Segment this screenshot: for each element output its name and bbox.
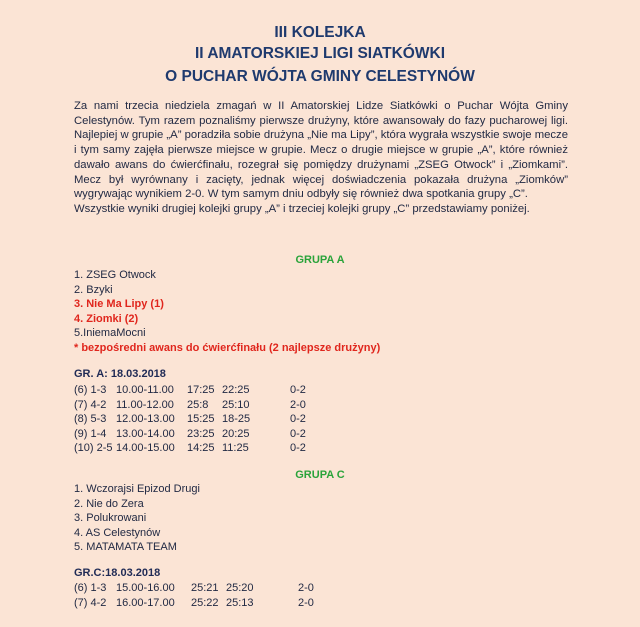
- group-a-team-3: 3. Nie Ma Lipy (1): [74, 298, 164, 310]
- match-result: 2-0: [298, 597, 314, 609]
- match-result: 2-0: [298, 582, 314, 594]
- match-time: 12.00-13.00: [116, 413, 175, 425]
- match-set2: 22:25: [222, 384, 250, 396]
- group-c-team-5: 5. MATAMATA TEAM: [74, 541, 177, 553]
- match-set1: 17:25: [187, 384, 215, 396]
- match-pair: (6) 1-3: [74, 384, 107, 396]
- match-set2: 25:10: [222, 398, 250, 411]
- group-c-team-1: 1. Wczorajsi Epizod Drugi: [74, 483, 200, 495]
- group-a-standings: [74, 268, 380, 355]
- match-set2: 20:25: [222, 427, 250, 440]
- intro-closing: Wszystkie wyniki drugiej kolejki grupy „A” i trzeciej kolejki grupy „C” przedstawiamy poniżej.: [74, 202, 530, 215]
- match-set2: 11:25: [222, 442, 249, 454]
- match-time: 13.00-14.00: [116, 427, 175, 440]
- match-set1: 25:21: [191, 582, 219, 594]
- match-time: 10.00-11.00: [116, 384, 174, 396]
- match-pair: (6) 1-3: [74, 582, 107, 594]
- match-set1: 23:25: [187, 427, 215, 440]
- group-c-team-4: 4. AS Celestynów: [74, 526, 161, 539]
- group-c-heading: GRUPA C: [295, 469, 345, 481]
- match-pair: (9) 1-4: [74, 427, 107, 440]
- intro-paragraph: Za nami trzecia niedziela zmagań w II Amatorskiej Lidze Siatkówki o Puchar Wójta Gminy Celestynów. Tym razem poznaliśmy pierwsze drużyny, które awansowały do fazy pucharowej ligi. Najlepiej w grupie „A” poradziła sobie drużyna „Nie ma Lipy”, która wygrała wszystkie swoje mecze i tym samy zajęła pierwsze miejsce w grupie. Mecz o drugie miejsce w grupie „A”, które również dawało awans do ćwierćfinału, rozegrał się pomiędzy drużynami „ZSEG Otwock” i „Ziomkami”. Mecz był wyrównany i zacięty, jednak więcej doświadczenia pokazała drużyna „Ziomków” wygrywając wynikiem 2-0. W tym samym dniu odbyły się również dwa spotkania grupy „C”.: [74, 100, 568, 201]
- match-pair: (7) 4-2: [74, 398, 107, 411]
- match-set1: 15:25: [187, 413, 215, 425]
- match-set1: 25:22: [191, 597, 219, 609]
- match-result: 0-2: [290, 384, 306, 396]
- match-set1: 14:25: [187, 442, 215, 454]
- group-a-team-4: 4. Ziomki (2): [74, 312, 139, 325]
- match-result: 0-2: [290, 413, 306, 425]
- match-time: 15.00-16.00: [116, 582, 175, 594]
- match-time: 11.00-12.00: [116, 398, 174, 411]
- group-c-team-2: 2. Nie do Zera: [74, 497, 144, 510]
- group-a-schedule-title: GR. A: 18.03.2018: [74, 368, 166, 380]
- match-result: 0-2: [290, 442, 306, 454]
- group-c-standings: [74, 482, 200, 555]
- match-result: 2-0: [290, 398, 306, 411]
- group-a-note: * bezpośredni awans do ćwierćfinału (2 najlepsze drużyny): [74, 341, 381, 354]
- match-set2: 25:13: [226, 597, 254, 609]
- match-pair: (10) 2-5: [74, 442, 113, 454]
- match-pair: (7) 4-2: [74, 597, 107, 609]
- match-result: 0-2: [290, 427, 306, 440]
- title-line-1: III KOLEJKA: [274, 24, 366, 41]
- match-set2: 18-25: [222, 413, 251, 425]
- match-set2: 25:20: [226, 582, 254, 594]
- group-c-team-3: 3. Polukrowani: [74, 512, 147, 524]
- match-time: 14.00-15.00: [116, 442, 175, 454]
- match-time: 16.00-17.00: [116, 597, 175, 609]
- group-a-team-1: 1. ZSEG Otwock: [74, 269, 156, 281]
- title-line-2: II AMATORSKIEJ LIGI SIATKÓWKI: [194, 45, 445, 62]
- match-set1: 25:8: [187, 398, 209, 411]
- group-a-team-5: 5.IniemaMocni: [74, 327, 146, 339]
- match-pair: (8) 5-3: [74, 413, 107, 425]
- group-c-schedule-title: GR.C:18.03.2018: [74, 567, 161, 579]
- title-line-3: O PUCHAR WÓJTA GMINY CELESTYNÓW: [165, 68, 475, 85]
- group-a-heading: GRUPA A: [295, 254, 345, 266]
- intro-text: [74, 99, 568, 217]
- group-a-team-2: 2. Bzyki: [74, 283, 113, 296]
